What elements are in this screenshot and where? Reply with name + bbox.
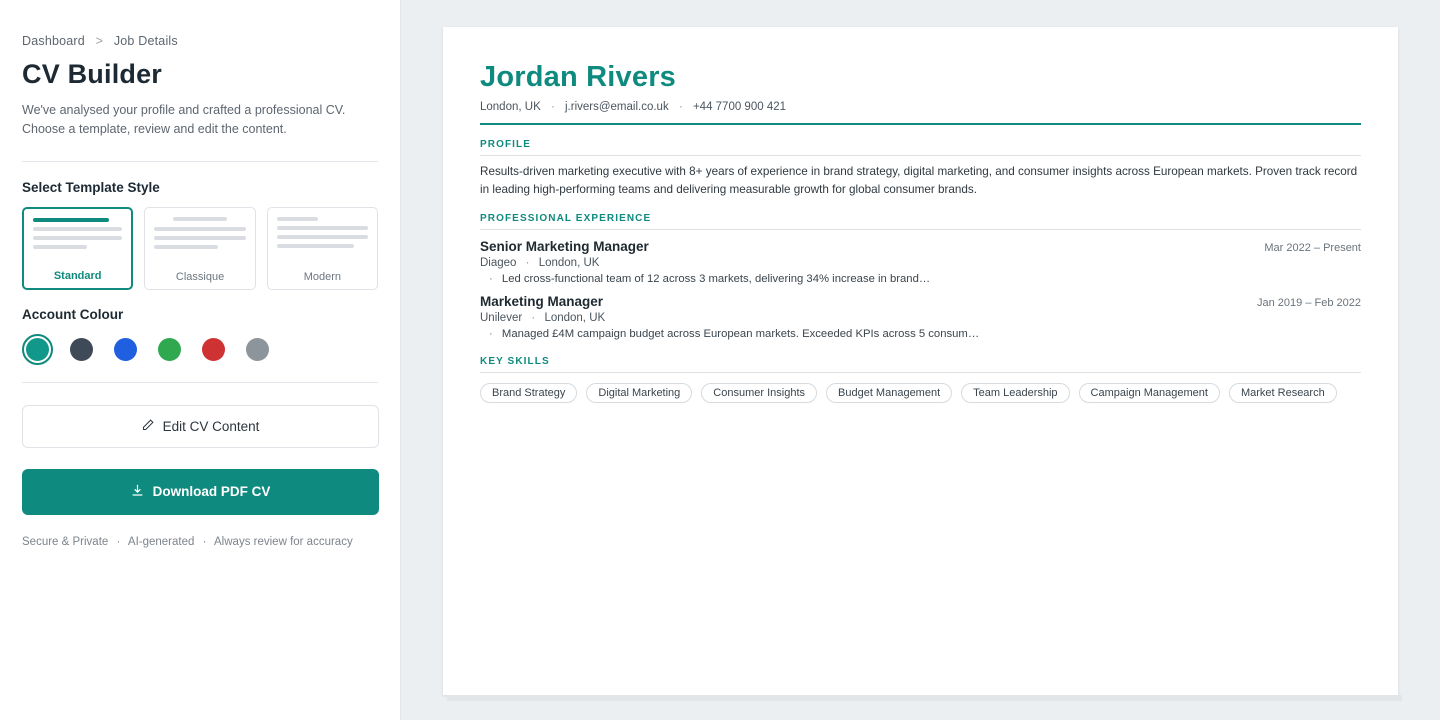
page-subtitle: We've analysed your profile and crafted a professional CV. Choose a template, review and edit the content. (22, 103, 346, 137)
bullet-icon: · (489, 327, 493, 340)
cv-job-location: London, UK (538, 256, 600, 269)
template-preview-line (277, 244, 355, 248)
cv-contact-email: j.rivers@email.co.uk (565, 101, 669, 113)
cv-preview-area (401, 0, 1440, 720)
cv-job-meta-sep: · (525, 256, 530, 269)
footnote-ai: AI-generated (127, 535, 195, 548)
cv-job-title: Senior Marketing Manager (480, 238, 649, 254)
cv-job-dates: Jan 2019 – Feb 2022 (1257, 296, 1361, 309)
footnote-dot: · (202, 535, 207, 548)
template-card-standard[interactable] (22, 207, 133, 290)
footnote-dot: · (116, 535, 121, 548)
template-preview-line (277, 217, 318, 221)
cv-skills-list (480, 383, 1361, 403)
cv-experience-item (480, 294, 1361, 340)
template-preview-line (154, 245, 218, 249)
cv-document (443, 27, 1398, 695)
cv-header-rule (480, 123, 1361, 125)
colour-swatch-red[interactable] (198, 334, 229, 365)
cv-job-title: Marketing Manager (480, 293, 604, 309)
pencil-icon (142, 419, 154, 434)
template-preview-line (277, 235, 368, 239)
cv-contact-line (480, 101, 1361, 113)
cv-profile-text: Results-driven marketing executive with 8+ years of experience in brand strategy, digital marketing, and consumer insights across European markets. Proven track record in leading high-performing teams and delivering measurable growth for global consumer brands. (480, 165, 1358, 196)
template-card-label: Modern (303, 270, 341, 283)
breadcrumb-separator: > (95, 34, 104, 48)
sidebar (0, 0, 401, 720)
cv-job-meta (480, 312, 1361, 324)
cv-candidate-name: Jordan Rivers (480, 61, 677, 93)
template-preview-line (154, 227, 245, 231)
template-preview-line (33, 218, 109, 222)
cv-skill-chip: Budget Management (826, 383, 952, 403)
download-icon (131, 484, 144, 500)
bullet-icon: · (489, 272, 493, 285)
cv-skill-chip: Brand Strategy (480, 383, 577, 403)
cv-skill-chip: Team Leadership (961, 383, 1069, 403)
edit-cv-content-label: Edit CV Content (162, 418, 260, 434)
template-card-modern[interactable] (267, 207, 378, 290)
colour-swatch-green[interactable] (154, 334, 185, 365)
cv-job-bullet-text: Managed £4M campaign budget across European markets. Exceeded KPIs across 5 consum… (501, 327, 980, 340)
colour-section-label: Account Colour (22, 306, 124, 322)
cv-skill-chip: Consumer Insights (701, 383, 817, 403)
colour-swatch-blue[interactable] (110, 334, 141, 365)
sidebar-divider-bottom (22, 382, 378, 383)
footnote (22, 536, 378, 548)
cv-contact-sep: · (550, 101, 555, 113)
template-card-classique[interactable] (144, 207, 255, 290)
cv-skill-chip: Campaign Management (1079, 383, 1220, 403)
cv-contact-phone: +44 7700 900 421 (692, 101, 787, 113)
template-section-label: Select Template Style (22, 179, 160, 195)
cv-profile-heading: PROFILE (480, 139, 532, 150)
footnote-review: Always review for accuracy (214, 535, 353, 548)
cv-job-bullet-row (480, 273, 1361, 285)
cv-skills-heading: KEY SKILLS (480, 355, 550, 367)
colour-swatch-grey[interactable] (242, 334, 273, 365)
breadcrumb-dashboard[interactable]: Dashboard (22, 34, 85, 48)
cv-skill-chip: Digital Marketing (586, 383, 692, 403)
breadcrumb (22, 34, 378, 48)
cv-job-bullet-row (480, 328, 1361, 340)
cv-experience-heading: PROFESSIONAL EXPERIENCE (480, 212, 652, 224)
sidebar-divider-top (22, 161, 378, 162)
template-preview-line (33, 236, 122, 240)
page-title: CV Builder (22, 59, 163, 89)
template-list (22, 207, 378, 290)
cv-job-location: London, UK (544, 311, 606, 324)
cv-job-bullet-text: Led cross-functional team of 12 across 3 markets, delivering 34% increase in brand… (501, 272, 931, 285)
template-card-label: Standard (53, 269, 102, 282)
colour-swatch-slate[interactable] (66, 334, 97, 365)
template-preview-line (277, 226, 368, 230)
edit-cv-content-button[interactable] (22, 405, 379, 448)
cv-skills-rule (480, 372, 1361, 373)
download-pdf-label: Download PDF CV (152, 484, 271, 500)
cv-job-company: Unilever (480, 311, 523, 324)
cv-contact-sep: · (678, 101, 683, 113)
cv-job-meta (480, 257, 1361, 269)
cv-contact-location: London, UK (480, 101, 541, 113)
cv-job-company: Diageo (480, 256, 517, 269)
template-preview-line (33, 227, 122, 231)
cv-profile-rule (480, 155, 1361, 156)
footnote-secure: Secure & Private (22, 535, 109, 548)
template-preview-line (173, 217, 228, 221)
download-pdf-button[interactable] (22, 469, 379, 515)
cv-skill-chip: Market Research (1229, 383, 1337, 403)
cv-experience-item (480, 239, 1361, 285)
colour-swatch-list (22, 334, 378, 365)
template-card-label: Classique (175, 270, 225, 283)
breadcrumb-current: Job Details (113, 34, 178, 48)
cv-experience-rule (480, 229, 1361, 230)
cv-job-dates: Mar 2022 – Present (1264, 241, 1361, 254)
template-preview-line (33, 245, 87, 249)
colour-swatch-teal[interactable] (22, 334, 53, 365)
cv-job-meta-sep: · (531, 311, 536, 324)
template-preview-line (154, 236, 245, 240)
